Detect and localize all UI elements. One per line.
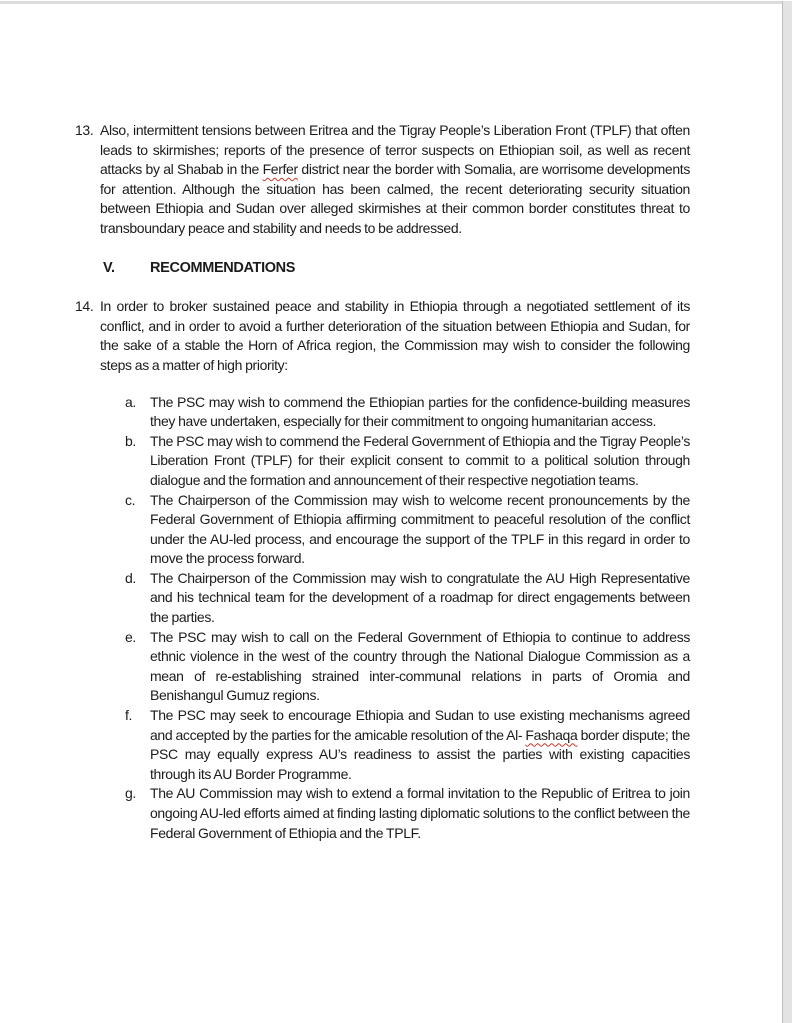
list-item-g-letter: g. bbox=[125, 785, 136, 802]
paragraph-13-text bbox=[100, 122, 690, 236]
list-item-c-letter: c. bbox=[125, 491, 136, 508]
list-item-f-text bbox=[150, 707, 690, 782]
list-item-d-text: The Chairperson of the Commission may wish to congratulate the AU High Representative and his technical team for the development of a roadmap for direct engagements between the parties. bbox=[150, 569, 690, 626]
misspelled-word-ferfer: Ferfer bbox=[262, 161, 298, 178]
list-item-f bbox=[75, 706, 690, 784]
list-item-d-letter: d. bbox=[125, 569, 136, 586]
list-item-a-text: The PSC may wish to commend the Ethiopian parties for the confidence-building measures they have undertaken, especially for their commitment to ongoing humanitarian access. bbox=[150, 393, 690, 430]
list-item-a-letter: a. bbox=[125, 393, 136, 410]
list-item-e bbox=[75, 628, 690, 706]
recommendations-list bbox=[75, 393, 690, 844]
paragraph-13-text-after: district near the border with Somalia, are worrisome developments for attention. Although the situation has been calmed, the recent deteriorating security situation between Ethiopia and Sudan over alleged skirmishes at their common border constitutes threat to transboundary peace and stability and needs to be addressed. bbox=[100, 161, 690, 236]
list-item-f-text-after: border dispute; the PSC may equally express AU’s readiness to assist the parties with existing capacities through its AU Border Programme. bbox=[150, 726, 690, 782]
section-heading-number: V. bbox=[103, 259, 115, 276]
list-item-b-letter: b. bbox=[125, 432, 136, 449]
section-heading-title: RECOMMENDATIONS bbox=[150, 259, 296, 276]
paragraph-13 bbox=[75, 121, 690, 239]
paragraph-13-number: 13. bbox=[75, 122, 94, 138]
list-item-a bbox=[75, 393, 690, 432]
list-item-e-letter: e. bbox=[125, 628, 136, 645]
list-item-g-text: The AU Commission may wish to extend a formal invitation to the Republic of Eritrea to join ongoing AU-led efforts aimed at finding lasting diplomatic solutions to the conflict between the Federal Government of Ethiopia and the TPLF. bbox=[150, 785, 690, 841]
paragraph-13-text-before: Also, intermittent tensions between Eritrea and the Tigray People’s Liberation Front (TPLF) that often leads to skirmishes; reports of the presence of terror suspects on Ethiopian soil, as well as recent attacks by al Shabab in the bbox=[100, 122, 690, 178]
list-item-f-letter: f. bbox=[125, 707, 133, 724]
list-item-g bbox=[75, 784, 690, 843]
page-content bbox=[0, 4, 781, 843]
list-item-c bbox=[75, 491, 690, 569]
viewer-gutter bbox=[782, 1, 792, 1023]
list-item-c-text: The Chairperson of the Commission may wish to welcome recent pronouncements by the Federal Government of Ethiopia affirming commitment to peaceful resolution of the conflict under the AU-led process, and encourage the support of the TPLF in this regard in order to move the process forward. bbox=[150, 491, 690, 567]
section-heading-recommendations bbox=[75, 259, 690, 279]
list-item-b bbox=[75, 432, 690, 491]
paragraph-14 bbox=[75, 297, 690, 375]
list-item-b-text: The PSC may wish to commend the Federal Government of Ethiopia and the Tigray People’s Liberation Front (TPLF) for their explicit consent to commit to a political solution through dialogue and the formation and announcement of their respective negotiation teams. bbox=[150, 432, 690, 488]
paragraph-14-number: 14. bbox=[75, 298, 94, 315]
list-item-d bbox=[75, 569, 690, 628]
list-item-f-text-before: The PSC may seek to encourage Ethiopia and Sudan to use existing mechanisms agreed and accepted by the parties for the amicable resolution of the Al- bbox=[150, 707, 690, 743]
paragraph-14-text: In order to broker sustained peace and stability in Ethiopia through a negotiated settlement of its conflict, and in order to avoid a further deterioration of the situation between Ethiopia and Sudan, for the sake of a stable the Horn of Africa region, the Commission may wish to consider the following steps as a matter of high priority: bbox=[100, 298, 690, 373]
misspelled-word-fashaqa: Fashaqa bbox=[525, 726, 578, 743]
list-item-e-text: The PSC may wish to call on the Federal Government of Ethiopia to continue to address ethnic violence in the west of the country through the National Dialogue Commission as a mean of re-establishing strained inter-communal relations in parts of Oromia and Benishangul Gumuz regions. bbox=[150, 628, 690, 704]
document-page bbox=[0, 4, 781, 1023]
